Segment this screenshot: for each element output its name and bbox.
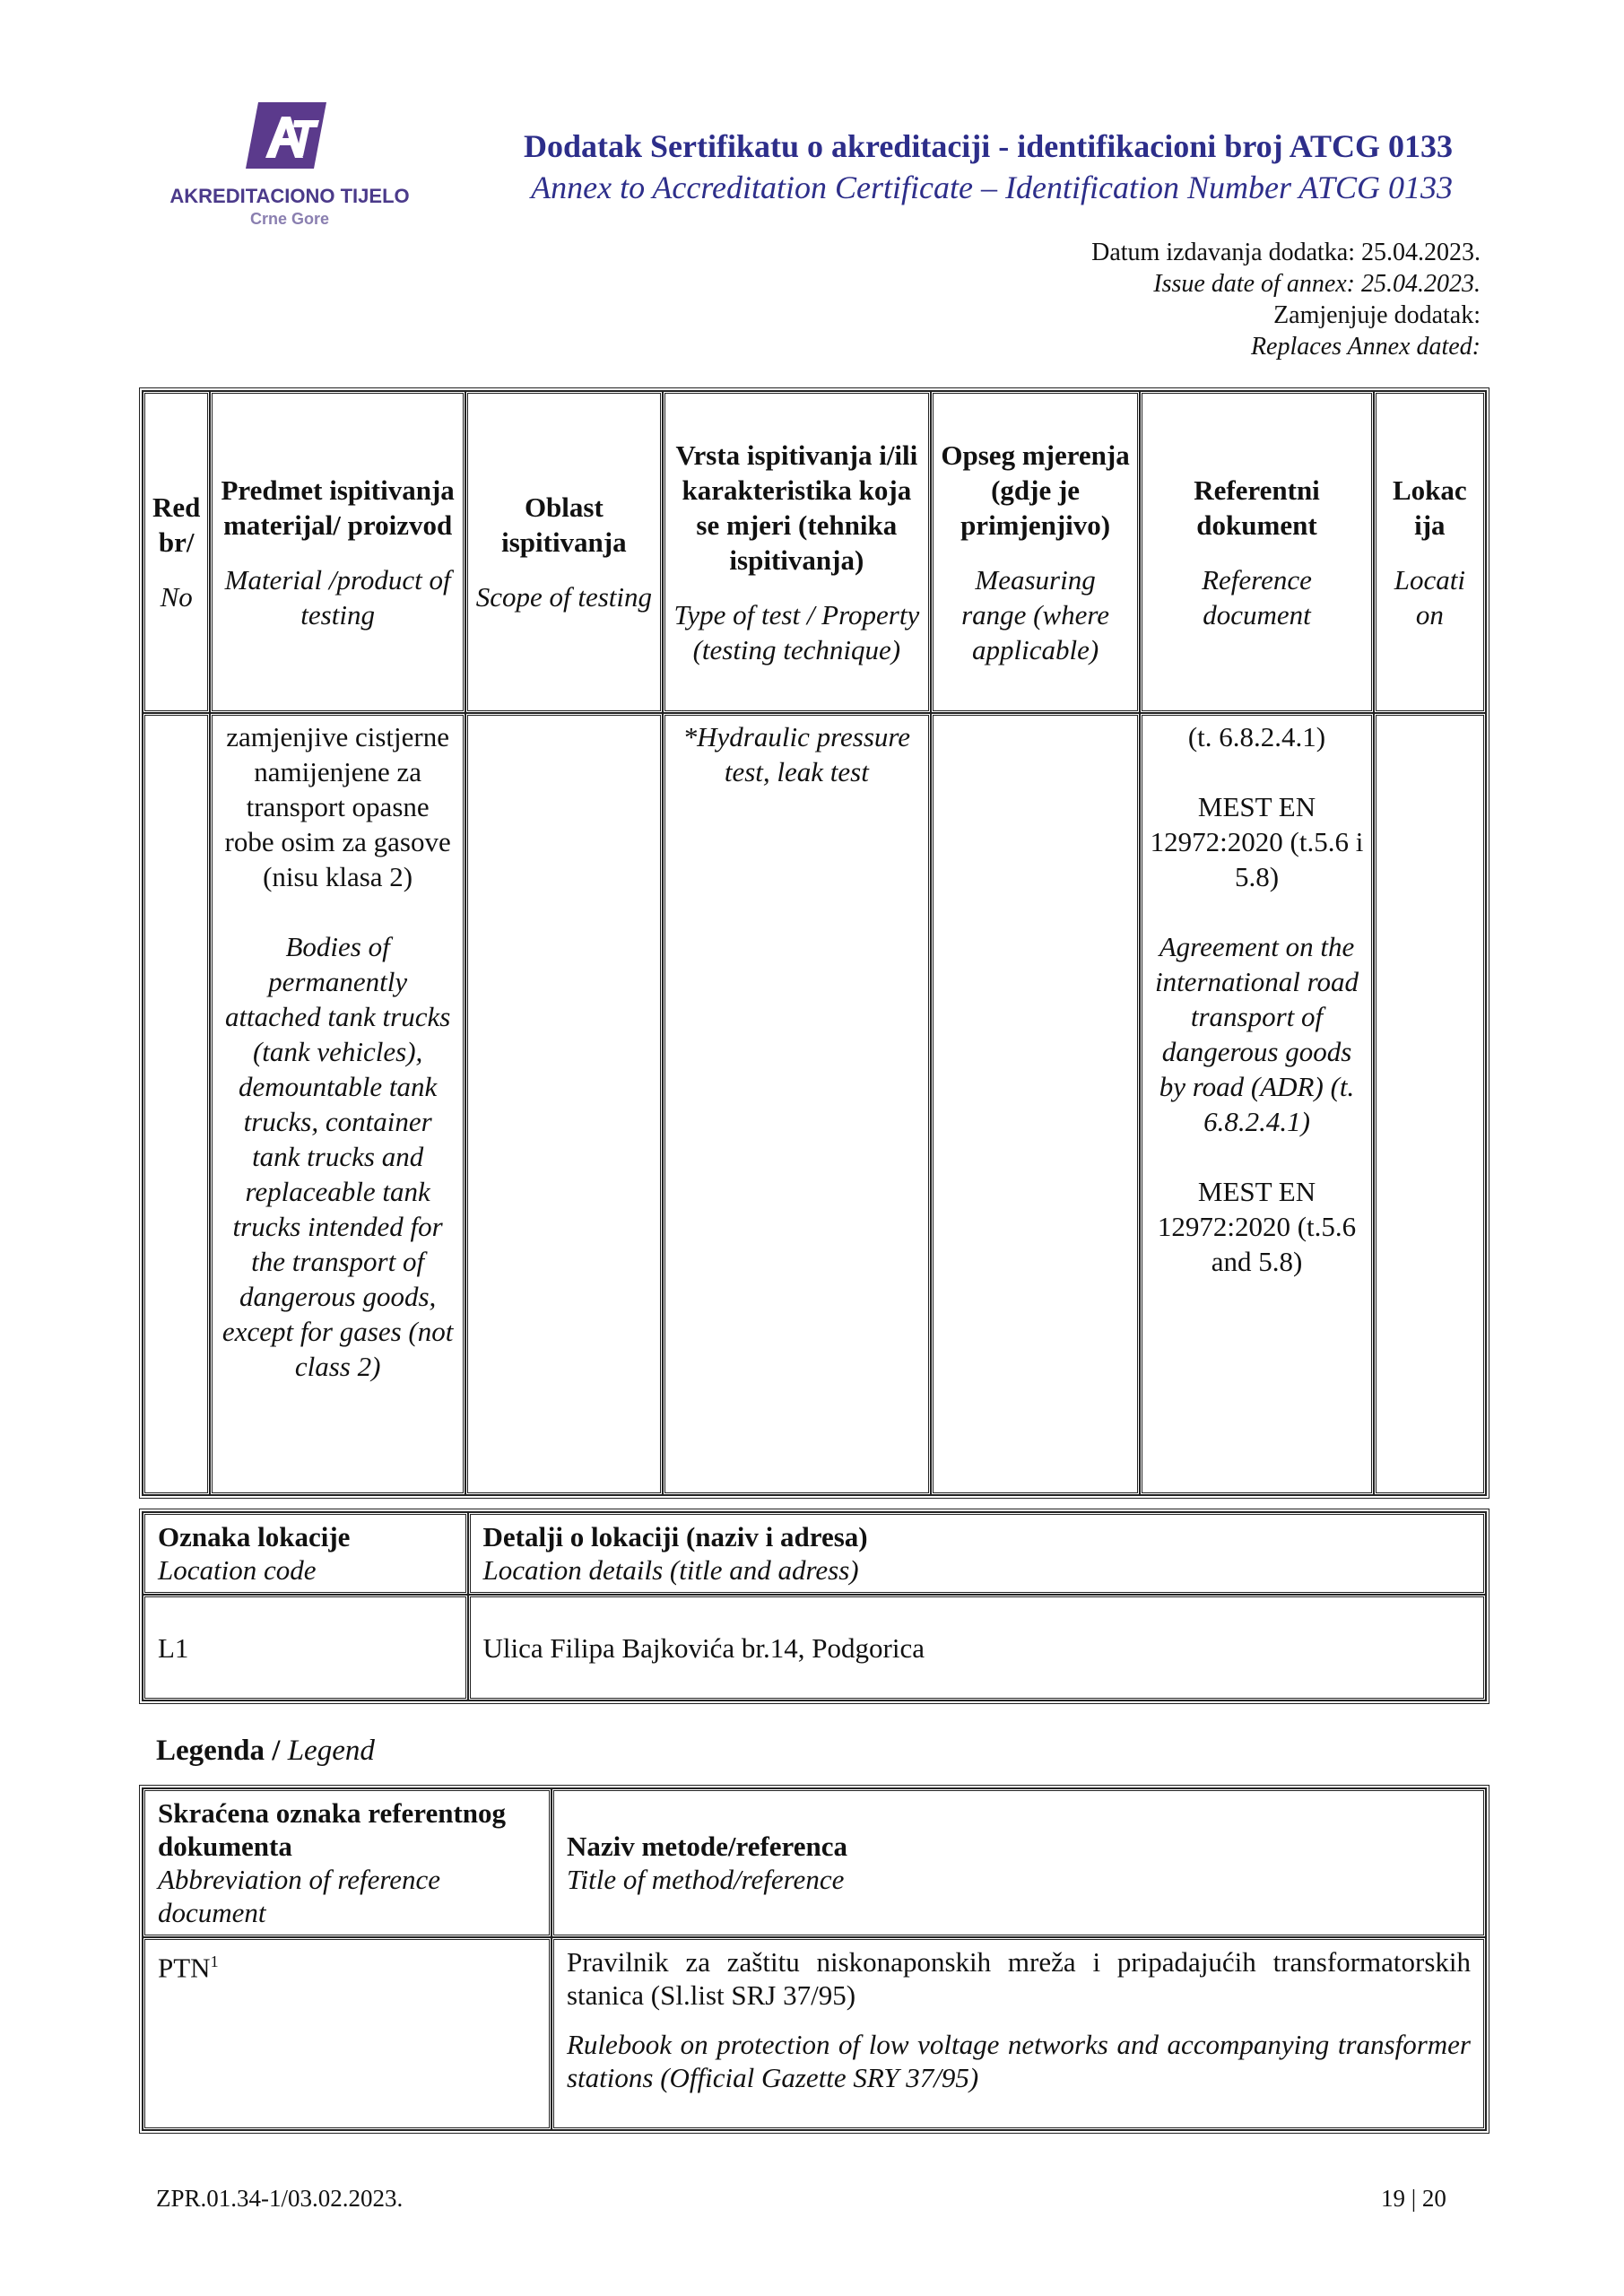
- header-cell-location: Lokac ija Locati on: [1374, 391, 1486, 713]
- logo-region: Crne Gore: [249, 210, 330, 228]
- material-en: Bodies of permanently attached tank trucks (tank vehicles), demountable tank trucks, container tank trucks and replaceable tank trucks intended for the transport of dangerous goods, except for gases (not class 2): [221, 931, 454, 1382]
- method-title-cell: [551, 1937, 1486, 2130]
- cell-reference: [1140, 713, 1373, 1495]
- legend-table-header-row: [143, 1788, 1486, 1937]
- issue-date-en: Issue date of annex: 25.04.2023.: [1153, 270, 1481, 298]
- table-row: [143, 1937, 1486, 2130]
- cell-location: [1374, 713, 1486, 1495]
- document-subtitle: Annex to Accreditation Certificate – Identification Number ATCG 0133: [531, 170, 1453, 205]
- location-table: [139, 1509, 1489, 1704]
- replaces-annex: Zamjenjuje dodatak:: [1273, 301, 1481, 329]
- header-cell-scope: Oblast ispitivanja Scope of testing: [465, 391, 663, 713]
- cell-test-type: *Hydraulic pressure test, leak test: [663, 713, 931, 1495]
- page-number: 19 | 20: [1381, 2185, 1446, 2212]
- accreditation-body-logo: [160, 99, 420, 233]
- material-me: zamjenjive cistjerne namijenjene za transport opasne robe osim za gasove (nisu klasa 2): [224, 721, 451, 892]
- method-title-header: Naziv metode/referenca Title of method/reference: [551, 1788, 1486, 1937]
- method-title-en: Rulebook on protection of low voltage networks and accompanying transformer stations (Official Gazette SRY 37/95): [566, 2029, 1471, 2093]
- location-details-header: Detalji o lokaciji (naziv i adresa) Location details (title and adress): [468, 1512, 1486, 1595]
- header-cell-range: Opseg mjerenja (gdje je primjenjivo) Measuring range (where applicable): [931, 391, 1140, 713]
- replaces-annex-en: Replaces Annex dated:: [1250, 333, 1481, 361]
- document-code: ZPR.01.34-1/03.02.2023.: [156, 2185, 404, 2212]
- scope-table: [139, 387, 1489, 1499]
- location-code-header: Oznaka lokacije Location code: [143, 1512, 468, 1595]
- logo-org-name: AKREDITACIONO TIJELO: [169, 185, 410, 207]
- legend-heading: Legenda / Legend: [156, 1735, 375, 1767]
- document-title: Dodatak Sertifikatu o akreditaciji - identifikacioni broj ATCG 0133: [523, 128, 1453, 164]
- header-cell-reference: Referentni dokument Reference document: [1140, 391, 1373, 713]
- cell-scope: [465, 713, 663, 1495]
- abbreviation-cell: PTN$^1$: [143, 1937, 551, 2130]
- header-cell-no: Red br/ No: [143, 391, 210, 713]
- issue-date: Datum izdavanja dodatka: 25.04.2023.: [1091, 239, 1481, 266]
- reference-3: Agreement on the international road transport of dangerous goods by road (ADR) (t. 6.8.2.4.1): [1154, 931, 1359, 1137]
- location-code: L1: [143, 1595, 468, 1700]
- header-cell-material: Predmet ispitivanja materijal/ proizvod Material /product of testing: [210, 391, 465, 713]
- method-title: Pravilnik za zaštitu niskonaponskih mreža i pripadajućih transformatorskih stanica (Sl.list SRJ 37/95): [566, 1946, 1471, 2011]
- table-row: [143, 713, 1486, 1495]
- header-cell-test-type: Vrsta ispitivanja i/ili karakteristika koja se mjeri (tehnika ispitivanja) Type of test / Property (testing technique): [663, 391, 931, 713]
- cell-material: [210, 713, 465, 1495]
- cell-no: [143, 713, 210, 1495]
- abbreviation-header: Skraćena oznaka referentnog dokumenta Abbreviation of reference document: [143, 1788, 551, 1937]
- footnote-marker: 1: [210, 1952, 219, 1970]
- location-table-header-row: [143, 1512, 1486, 1595]
- location-details: Ulica Filipa Bajkovića br.14, Podgorica: [468, 1595, 1486, 1700]
- reference-2: MEST EN 12972:2020 (t.5.6 i 5.8): [1150, 791, 1364, 892]
- legend-table: [139, 1785, 1489, 2134]
- scope-table-header-row: [143, 391, 1486, 713]
- reference-4: MEST EN 12972:2020 (t.5.6 and 5.8): [1157, 1176, 1357, 1277]
- reference-1: (t. 6.8.2.4.1): [1187, 721, 1326, 752]
- table-row: [143, 1595, 1486, 1700]
- cell-range: [931, 713, 1140, 1495]
